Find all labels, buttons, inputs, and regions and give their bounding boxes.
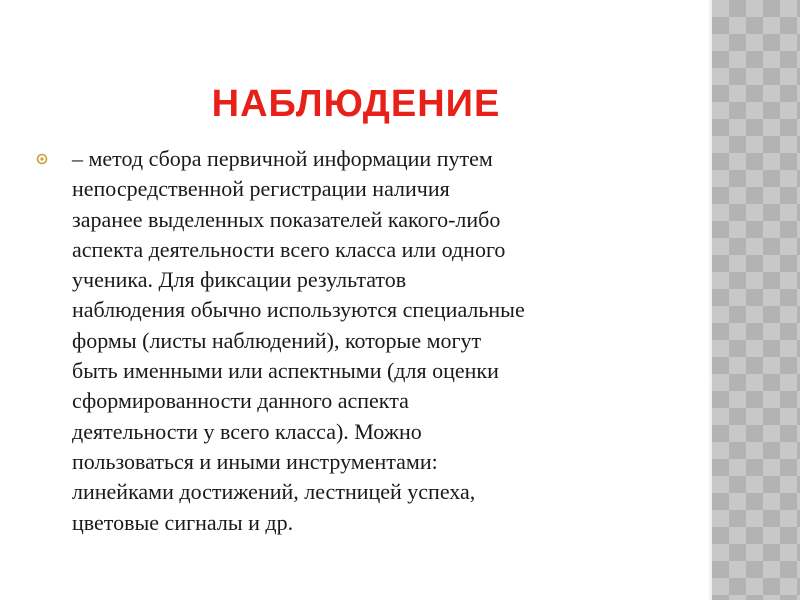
- circle-bullet-icon: [36, 153, 48, 165]
- slide-title: НАБЛЮДЕНИЕ: [211, 83, 501, 125]
- bullet-item: [36, 144, 686, 538]
- decorative-pattern-strip: [712, 0, 800, 600]
- bullet-text: – метод сбора первичной информации путем непосредственной регистрации наличия заранее выделенных показателей какого-либо аспекта деятельности всего класса или одного ученика. Для фиксации результатов наблюдения обычно используются специальные формы (листы наблюдений), которые могут быть именными или аспектными (для оценки сформированности данного аспекта деятельности у всего класса). Можно пользоваться и иными инструментами: линейками достижений, лестницей успеха, цветовые сигналы и др.: [72, 146, 525, 535]
